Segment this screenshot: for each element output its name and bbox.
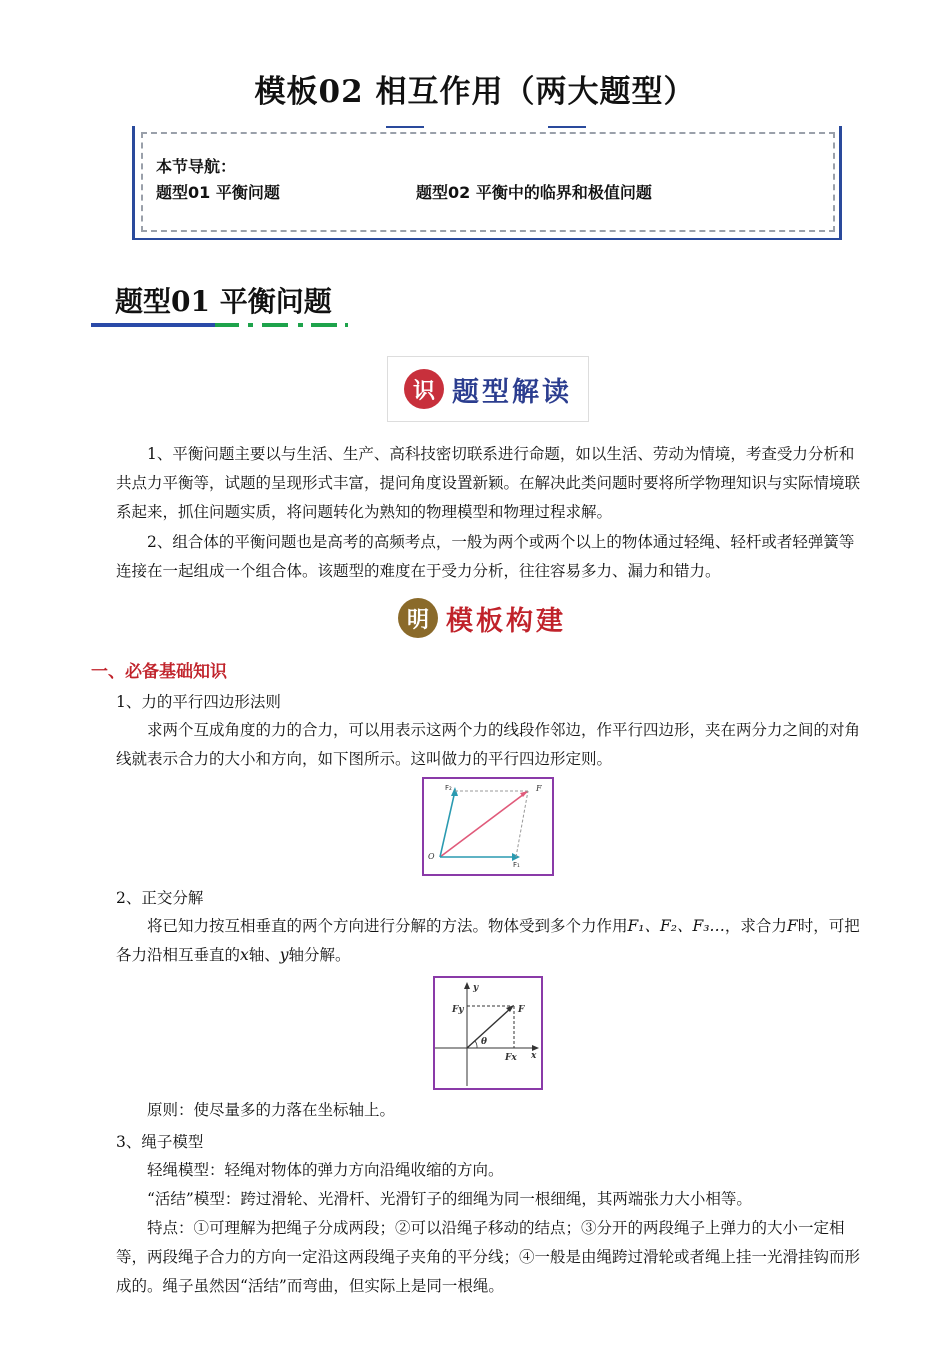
- label-theta: θ: [481, 1037, 488, 1047]
- principle-text: 原则：使尽量多的力落在坐标轴上。: [147, 1101, 396, 1119]
- dashed-edge-right: [516, 791, 528, 857]
- nav-tick: [386, 238, 424, 240]
- item1-title: 1、力的平行四边形法则: [116, 693, 281, 711]
- nav-tick: [386, 126, 424, 128]
- rope-light-text: 轻绳模型：轻绳对物体的弹力方向沿绳收缩的方向。: [147, 1161, 504, 1179]
- item2-text-a: 将已知力按互相垂直的两个方向进行分解的方法。物体受到多个力作用: [147, 917, 628, 935]
- rope-feature-text: 特点：①可理解为把绳子分成两段；②可以沿绳子移动的结点；③分开的两段绳子上弹力的大小一定相等，两段绳子合力的方向一定沿这两段绳子夹角的平分线；④一般是由绳跨过滑轮或者绳上挂一光滑挂钩而形成的。绳子虽然因“活结”而弯曲，但实际上是同一根绳。: [116, 1219, 861, 1295]
- badge-build: [398, 594, 588, 642]
- section-underline-green: [215, 323, 239, 327]
- angle-arc: [475, 1041, 477, 1048]
- item3-title: 3、绳子模型: [116, 1133, 204, 1151]
- section-underline: [91, 323, 215, 327]
- item2-y: y: [279, 946, 289, 964]
- force-f-line: [467, 1008, 511, 1048]
- badge-build-seal-icon: 明: [398, 598, 438, 638]
- item1-text: 求两个互成角度的力的合力，可以用表示这两个力的线段作邻边，作平行四边形，夹在两分力之间的对角线就表示合力的大小和方向，如下图所示。这叫做力的平行四边形定则。: [116, 721, 861, 768]
- section-navigation: [132, 126, 842, 240]
- label-f: F: [536, 784, 542, 793]
- badge-build-text: 模板构建: [446, 605, 566, 637]
- badge-reading-seal-icon: 识: [404, 369, 444, 409]
- item2-title: 2、正交分解: [116, 889, 204, 907]
- y-axis-arrow: [464, 982, 470, 989]
- nav-tick: [548, 238, 586, 240]
- figure-parallelogram: [422, 777, 554, 876]
- badge-reading: [387, 356, 589, 422]
- item2-x: x: [240, 946, 249, 964]
- nav-tick: [548, 126, 586, 128]
- section-underline-green: [298, 323, 303, 327]
- label-f: F: [518, 1005, 525, 1015]
- label-o: O: [428, 852, 435, 861]
- item2-text-c: 时，可把各力沿相互垂直的: [116, 917, 860, 964]
- reading-paragraph-1: 1、平衡问题主要以与生活、生产、高科技密切联系进行命题，如以生活、劳动为情境，考查受力分析和共点力平衡等，试题的呈现形式丰富，提问角度设置新颖。在解决此类问题时要将所学物理知识与实际情境联系起来，抓住问题实质，将问题转化为熟知的物理模型和物理过程求解。: [116, 445, 861, 521]
- nav-frame-left: [132, 126, 135, 240]
- nav-frame-right: [839, 126, 842, 240]
- figure-orthogonal: [433, 976, 543, 1090]
- label-fx: Fx: [505, 1053, 517, 1063]
- item2-text-d: 轴、: [248, 946, 280, 964]
- label-f1: F₁: [513, 861, 520, 869]
- reading-paragraph-2: 2、组合体的平衡问题也是高考的高频考点，一般为两个或两个以上的物体通过轻绳、轻杆或者轻弹簧等连接在一起组成一个组合体。该题型的难度在于受力分析，往往容易多力、漏力和错力。: [116, 533, 855, 580]
- nav-frame-bottom: [132, 238, 842, 240]
- label-x: x: [531, 1051, 537, 1061]
- item2-text-e: 轴分解。: [288, 946, 351, 964]
- label-f2: F₂: [445, 784, 452, 792]
- section-underline-green: [345, 323, 348, 327]
- nav-heading: 本节导航：: [156, 157, 237, 176]
- label-y: y: [473, 983, 479, 993]
- section-underline-green: [248, 323, 253, 327]
- parallelogram-diagram: [424, 779, 552, 874]
- label-fy: Fy: [452, 1005, 464, 1015]
- page-title: 模板02 相互作用（两大题型）: [254, 74, 696, 110]
- section-underline-green: [311, 323, 337, 327]
- item2-forces: F₁、F₂、F₃…: [627, 917, 725, 935]
- nav-item-type01[interactable]: 题型01 平衡问题: [156, 183, 280, 202]
- item2-text-b: ，求合力: [724, 917, 787, 935]
- item2-f: F: [786, 917, 798, 935]
- badge-reading-text: 题型解读: [452, 376, 572, 408]
- nav-item-type02[interactable]: 题型02 平衡中的临界和极值问题: [416, 183, 652, 202]
- section-title: 题型01 平衡问题: [115, 285, 332, 318]
- orthogonal-diagram: [435, 978, 541, 1088]
- section-underline-green: [262, 323, 288, 327]
- basic-knowledge-heading: 一、必备基础知识: [91, 662, 227, 682]
- rope-live-text: “活结”模型：跨过滑轮、光滑杆、光滑钉子的细绳为同一根细绳，其两端张力大小相等。: [147, 1190, 752, 1208]
- item2-text: [116, 912, 862, 970]
